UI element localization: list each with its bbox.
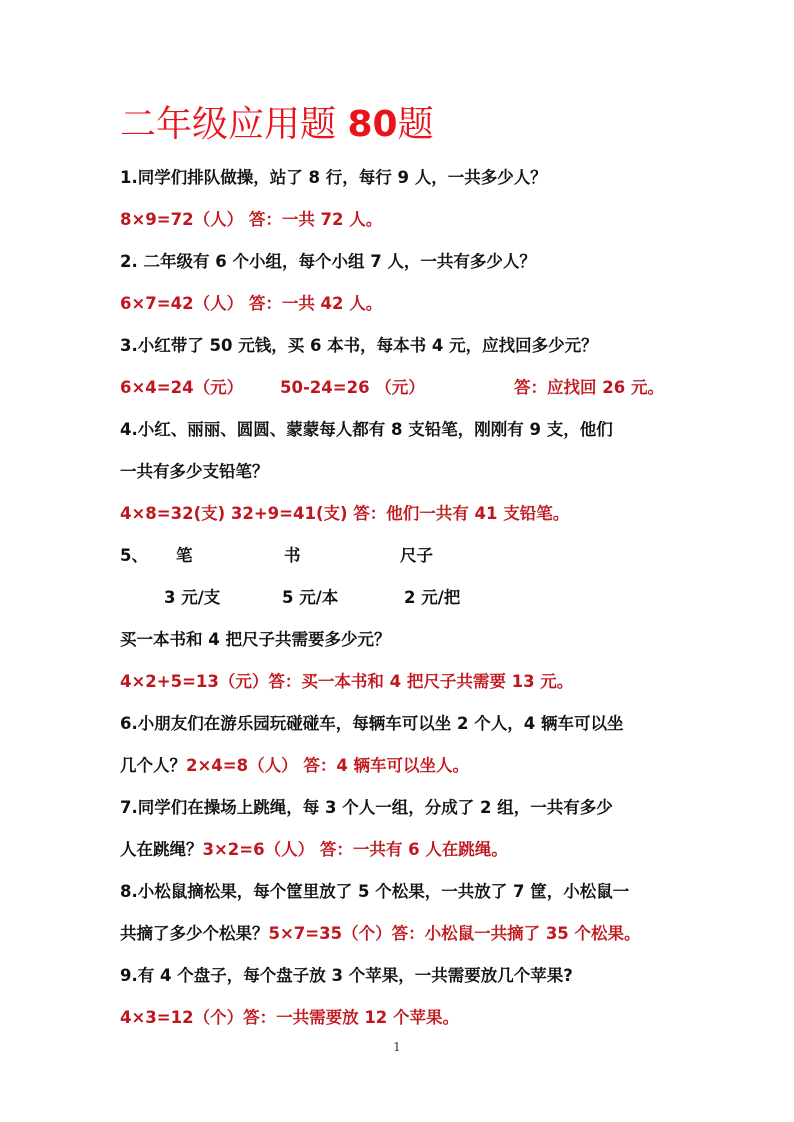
problem-4-question-line2: 一共有多少支铅笔？ bbox=[120, 462, 269, 481]
problem-6-question-line1: 6.小朋友们在游乐园玩碰碰车，每辆车可以坐 2 个人，4 辆车可以坐 bbox=[120, 714, 624, 733]
price-ruler: 2 元/把 bbox=[404, 588, 461, 607]
item-pen: 笔 bbox=[176, 546, 193, 565]
problem-9-answer: 4×3=12（个）答：一共需要放 12 个苹果。 bbox=[120, 1008, 460, 1027]
problem-8-answer: 5×7=35（个）答：小松鼠一共摘了 35 个松果。 bbox=[268, 924, 641, 943]
problem-2-answer: 6×7=42（人） 答：一共 42 人。 bbox=[120, 294, 383, 313]
problem-1-answer: 8×9=72（人） 答：一共 72 人。 bbox=[120, 210, 383, 229]
problem-6-answer: 2×4=8（人） 答：4 辆车可以坐人。 bbox=[186, 756, 470, 775]
problem-5-answer: 4×2+5=13（元）答：买一本书和 4 把尺子共需要 13 元。 bbox=[120, 672, 574, 691]
problem-7-question-line1: 7.同学们在操场上跳绳，每 3 个人一组，分成了 2 组，一共有多少 bbox=[120, 798, 613, 817]
page-number: 1 bbox=[393, 1040, 401, 1054]
title-text: 二年级应用题 bbox=[120, 104, 337, 145]
problem-9-question: 9.有 4 个盘子，每个盘子放 3 个苹果，一共需要放几个苹果? bbox=[120, 966, 573, 985]
page-title bbox=[120, 100, 434, 150]
problem-1-question: 1.同学们排队做操，站了 8 行，每行 9 人，一共多少人？ bbox=[120, 168, 547, 187]
problem-7-question-line2: 人在跳绳？ bbox=[120, 840, 203, 859]
problem-7-line2 bbox=[120, 838, 508, 862]
problem-7-answer: 3×2=6（人） 答：一共有 6 人在跳绳。 bbox=[202, 840, 508, 859]
item-ruler: 尺子 bbox=[400, 546, 433, 565]
problem-4-answer: 4×8=32(支) 32+9=41(支) 答：他们一共有 41 支铅笔。 bbox=[120, 504, 570, 523]
problem-3-answer-step1: 6×4=24（元） bbox=[120, 378, 244, 397]
problem-8-question-line1: 8.小松鼠摘松果，每个筐里放了 5 个松果，一共放了 7 筐，小松鼠一 bbox=[120, 882, 630, 901]
price-book: 5 元/本 bbox=[282, 588, 339, 607]
price-pen: 3 元/支 bbox=[164, 588, 221, 607]
item-book: 书 bbox=[284, 546, 301, 565]
problem-3-answer-step2: 50-24=26 （元） bbox=[280, 378, 425, 397]
problem-5-question: 买一本书和 4 把尺子共需要多少元？ bbox=[120, 630, 391, 649]
problem-5-number: 5、 bbox=[120, 546, 148, 565]
problem-4-question-line1: 4.小红、丽丽、圆圆、蒙蒙每人都有 8 支铅笔，刚刚有 9 支，他们 bbox=[120, 420, 613, 439]
problem-8-line2 bbox=[120, 922, 641, 946]
problem-3-question: 3.小红带了 50 元钱，买 6 本书，每本书 4 元，应找回多少元？ bbox=[120, 336, 598, 355]
problem-2-question: 2. 二年级有 6 个小组，每个小组 7 人，一共有多少人？ bbox=[120, 252, 536, 271]
problem-8-question-line2: 共摘了多少个松果？ bbox=[120, 924, 269, 943]
title-suffix: 题 bbox=[397, 104, 434, 145]
title-number: 80 bbox=[347, 104, 398, 145]
problem-3-answer-conclusion: 答：应找回 26 元。 bbox=[514, 378, 664, 397]
problem-6-line2 bbox=[120, 754, 469, 778]
problem-6-question-line2: 几个人？ bbox=[120, 756, 186, 775]
